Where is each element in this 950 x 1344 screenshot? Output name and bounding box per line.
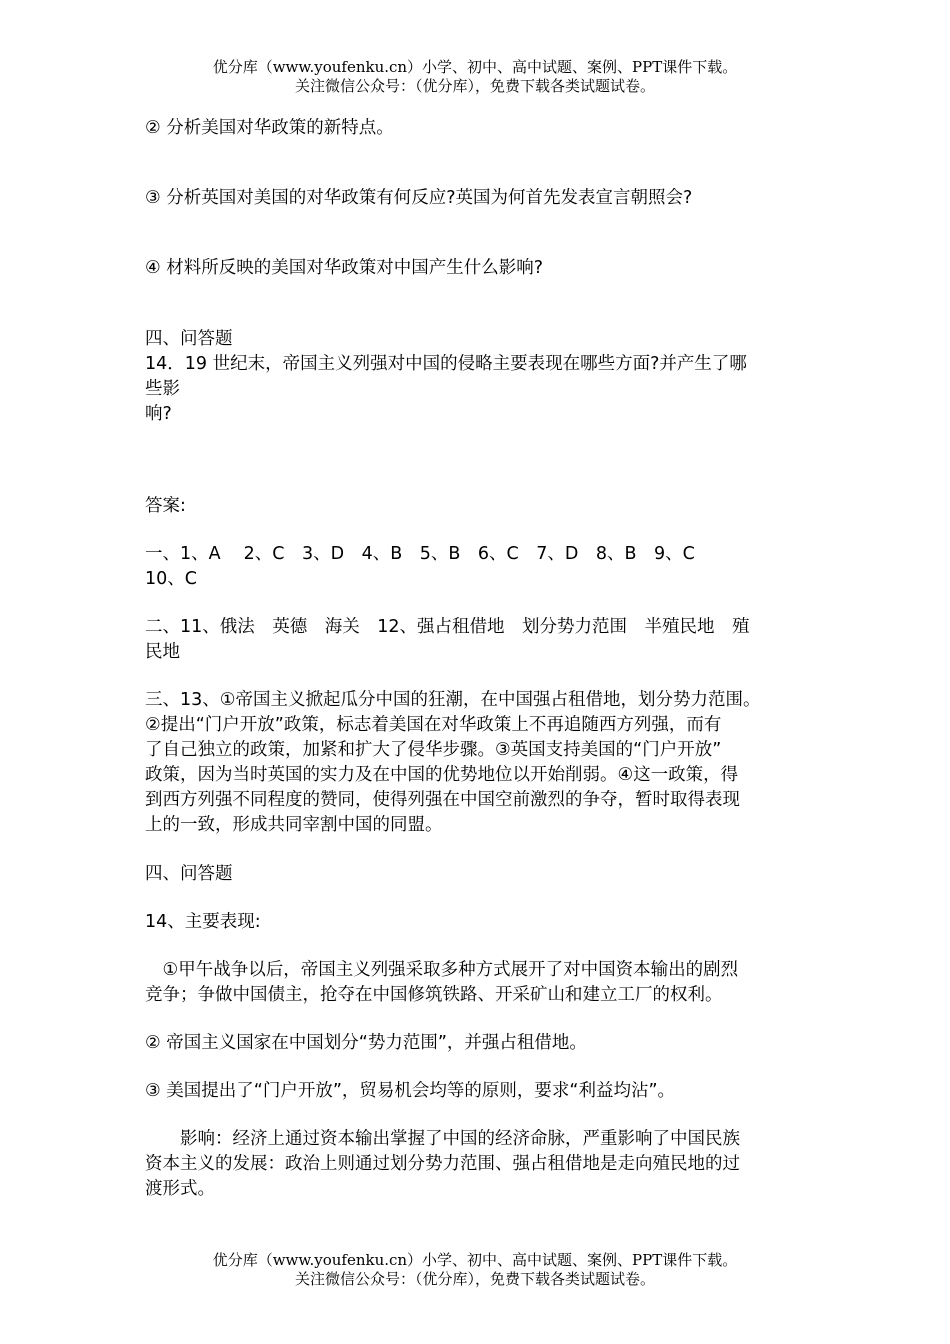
answers-q14-impact: [145, 1127, 815, 1202]
question-14-line-2: 些影: [145, 379, 180, 399]
answers-material-13: [145, 688, 815, 838]
section-4-title: 四、问答题: [145, 329, 233, 349]
m13-line-6: 上的一致，形成共同宰割中国的同盟。: [145, 815, 443, 835]
question-4-text: ④ 材料所反映的美国对华政策对中国产生什么影响?: [145, 258, 544, 278]
impact-line-1: 影响：经济上通过资本输出掌握了中国的经济命脉，严重影响了中国民族: [145, 1129, 740, 1149]
answers-section-4: [145, 862, 815, 887]
m13-line-5: 到西方列强不同程度的赞同，使得列强在中国空前激烈的争夺，暂时取得表现: [145, 790, 740, 810]
fill-line-2: 民地: [145, 642, 180, 662]
question-3-text: ③ 分析英国对美国的对华政策有何反应?英国为何首先发表宣言朝照会?: [145, 188, 693, 208]
m13-line-1: 三、13、①帝国主义掀起瓜分中国的狂潮，在中国强占租借地，划分势力范围。: [145, 690, 761, 710]
footer-line-1: 优分库（www.youfenku.cn）小学、初中、高中试题、案例、PPT课件下载。: [212, 1251, 738, 1269]
mc-line-2: 10、C: [145, 569, 197, 589]
answers-multiple-choice: [145, 542, 815, 592]
answers-q14-point-3: [145, 1079, 815, 1104]
answers-q14-title: [145, 910, 815, 935]
impact-line-3: 渡形式。: [145, 1179, 215, 1199]
m13-line-4: 政策，因为当时英国的实力及在中国的优势地位以开始削弱。④这一政策，得: [145, 765, 739, 785]
page-header: [0, 58, 950, 96]
question-14-line-3: 响?: [145, 404, 172, 424]
answers-q14-point-2: [145, 1031, 815, 1056]
answers-title: [145, 494, 815, 519]
point-2-text: ② 帝国主义国家在中国划分“势力范围”，并强占租借地。: [145, 1033, 587, 1053]
question-2-text: ② 分析美国对华政策的新特点。: [145, 118, 394, 138]
page-footer: [0, 1251, 950, 1289]
answers-q14-title-text: 14、主要表现:: [145, 912, 261, 932]
point-1-line-1: ①甲午战争以后，帝国主义列强采取多种方式展开了对中国资本输出的剧烈: [145, 960, 739, 980]
impact-line-2: 资本主义的发展：政治上则通过划分势力范围、强占租借地是走向殖民地的过: [145, 1154, 740, 1174]
question-14-line-1: 14．19 世纪末，帝国主义列强对中国的侵略主要表现在哪些方面?并产生了哪: [145, 354, 747, 374]
footer-line-2: 关注微信公众号：（优分库），免费下载各类试题试卷。: [294, 1270, 655, 1288]
point-1-line-2: 竞争；争做中国债主，抢夺在中国修筑铁路、开采矿山和建立工厂的权利。: [145, 985, 723, 1005]
question-4: [145, 256, 815, 281]
m13-line-3: 了自己独立的政策，加紧和扩大了侵华步骤。③英国支持美国的“门户开放”: [145, 740, 722, 760]
answers-section-4-title: 四、问答题: [145, 864, 233, 884]
answers-title-text: 答案:: [145, 496, 186, 516]
header-line-1: 优分库（www.youfenku.cn）小学、初中、高中试题、案例、PPT课件下载。: [212, 58, 738, 76]
point-3-text: ③ 美国提出了“门户开放”，贸易机会均等的原则，要求“利益均沾”。: [145, 1081, 676, 1101]
header-line-2: 关注微信公众号：（优分库），免费下载各类试题试卷。: [294, 77, 655, 95]
mc-line-1: 一、1、A 2、C 3、D 4、B 5、B 6、C 7、D 8、B 9、C: [145, 544, 695, 564]
answers-fill-in: [145, 615, 815, 665]
m13-line-2: ②提出“门户开放”政策，标志着美国在对华政策上不再追随西方列强，而有: [145, 715, 722, 735]
question-2: [145, 116, 815, 141]
question-3: [145, 186, 815, 211]
fill-line-1: 二、11、俄法 英德 海关 12、强占租借地 划分势力范围 半殖民地 殖: [145, 617, 750, 637]
answers-q14-point-1: [145, 958, 815, 1008]
section-4-questions: [145, 327, 815, 427]
